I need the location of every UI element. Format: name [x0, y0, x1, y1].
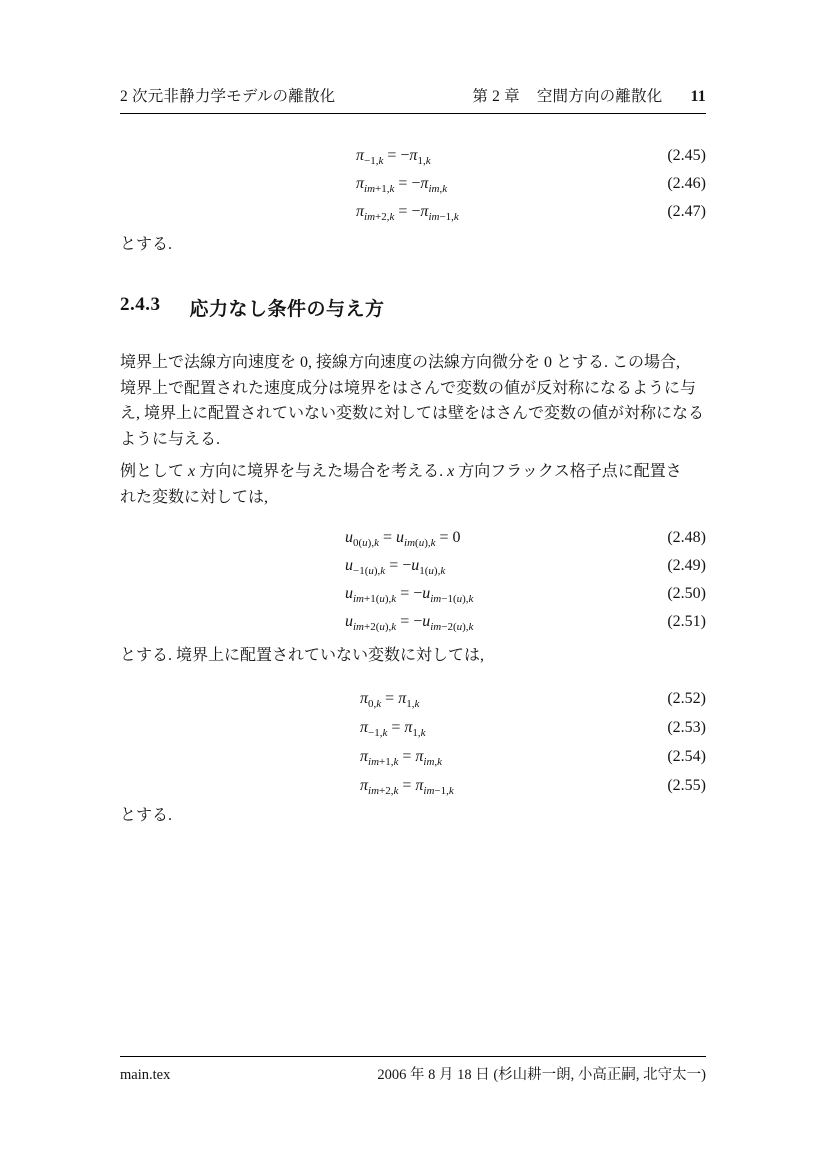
math-text: = −	[383, 147, 410, 164]
math-text: = −	[396, 585, 423, 602]
math-variable: π	[409, 147, 418, 164]
paragraph-boundary-condition	[120, 350, 706, 452]
math-variable: im	[430, 593, 442, 606]
math-text: (	[415, 537, 419, 550]
chapter-title: 空間方向の離散化	[536, 88, 663, 105]
equation-body	[120, 748, 442, 766]
equation-body	[120, 719, 426, 737]
math-text: +1(	[364, 593, 380, 606]
math-variable: u	[362, 537, 368, 550]
math-text: ),	[433, 565, 441, 578]
math-variable: u	[368, 565, 374, 578]
math-variable: u	[411, 557, 420, 574]
equation-body	[120, 529, 461, 550]
math-variable: k	[425, 155, 431, 168]
math-text: = −	[394, 175, 421, 192]
equation-block-symmetric-pi	[120, 684, 706, 800]
math-variable: π	[360, 747, 369, 765]
math-variable: u	[379, 593, 385, 606]
page-number: 11	[690, 88, 706, 105]
math-variable: im	[404, 537, 416, 550]
math-variable: im	[423, 784, 435, 797]
equation-row	[120, 713, 706, 742]
paragraph-tosuru-1: とする.	[120, 236, 173, 253]
equation-row	[120, 170, 706, 198]
equation-row	[120, 524, 706, 552]
page-header	[120, 84, 706, 114]
math-text: −2(	[441, 621, 457, 634]
math-variable: π	[360, 718, 369, 736]
equation-row	[120, 580, 706, 608]
math-text: ),	[384, 593, 392, 606]
math-text: −1(	[441, 593, 457, 606]
math-text: = −	[396, 613, 423, 630]
math-variable: k	[389, 183, 395, 196]
math-text: =	[381, 689, 399, 707]
math-variable: k	[414, 697, 420, 710]
equation-row	[120, 742, 706, 771]
equation-body	[120, 690, 419, 708]
math-text: 例として	[120, 463, 189, 480]
math-text: = −	[394, 203, 421, 220]
math-variable: k	[453, 211, 459, 224]
math-variable: π	[420, 203, 429, 220]
math-text: 方向に境界を与えた場合を考える.	[195, 463, 448, 480]
equation-number: (2.46)	[667, 175, 706, 192]
math-variable: u	[428, 565, 434, 578]
math-variable: k	[430, 537, 436, 550]
math-text: ),	[367, 537, 375, 550]
math-variable: k	[374, 537, 379, 550]
equation-block-antisymmetric-pi	[120, 142, 706, 226]
math-variable: im	[368, 755, 380, 768]
math-text: 1(	[419, 565, 429, 578]
text-line	[120, 485, 706, 511]
math-variable: im	[364, 211, 376, 224]
math-variable: u	[456, 621, 463, 634]
math-text: = 0	[435, 529, 461, 546]
page-footer	[120, 1056, 706, 1084]
math-text: −1,	[439, 211, 454, 224]
math-text: 方向フラックス格子点に配置さ	[454, 463, 682, 480]
section-heading	[120, 294, 706, 321]
paragraph-tosuru-3: とする.	[120, 807, 173, 824]
math-text: ),	[424, 537, 431, 550]
math-text: ),	[373, 565, 381, 578]
math-variable: k	[376, 697, 382, 710]
equation-number: (2.52)	[667, 689, 706, 707]
footer-date-authors: 2006 年 8 月 18 日 (杉山耕一朗, 小高正嗣, 北守太一)	[377, 1067, 706, 1083]
text-line: 境界上で法線方向速度を 0, 接線方向速度の法線方向微分を 0 とする. この場合,	[120, 354, 681, 371]
text-line: ように与える.	[120, 430, 221, 448]
equation-number: (2.53)	[667, 718, 706, 736]
math-variable: k	[468, 593, 474, 606]
math-variable: im	[430, 621, 442, 634]
math-variable: π	[356, 175, 365, 192]
math-text: +2(	[364, 621, 380, 634]
math-variable: u	[345, 529, 353, 546]
math-variable: k	[448, 784, 454, 797]
math-variable: u	[418, 537, 425, 550]
section-number: 2.4.3	[120, 294, 161, 315]
text-line	[120, 459, 706, 485]
math-variable: π	[420, 175, 429, 192]
math-variable: π	[356, 147, 365, 164]
running-title: 2 次元非静力学モデルの離散化	[120, 88, 336, 105]
math-text: +2,	[375, 211, 390, 224]
paragraph-tosuru-2: とする. 境界上に配置されていない変数に対しては,	[120, 647, 485, 664]
math-variable: k	[440, 565, 446, 578]
math-variable: k	[380, 565, 386, 578]
chapter-label: 第 2 章	[472, 88, 520, 105]
equation-number: (2.45)	[667, 147, 706, 164]
math-text: 1,	[406, 697, 415, 710]
math-variable: u	[345, 585, 353, 602]
equation-number: (2.50)	[667, 585, 706, 602]
math-variable: u	[422, 613, 431, 630]
equation-number: (2.51)	[667, 613, 706, 630]
math-variable: k	[393, 755, 399, 768]
math-variable: im	[353, 621, 364, 634]
math-variable: u	[456, 593, 463, 606]
equation-row	[120, 771, 706, 800]
math-variable: u	[345, 613, 353, 630]
math-variable: im	[364, 183, 376, 196]
math-variable: π	[356, 203, 365, 220]
equation-body	[120, 777, 454, 795]
math-variable: im	[423, 755, 435, 768]
equation-row	[120, 142, 706, 170]
math-variable: π	[360, 776, 369, 794]
math-variable: π	[360, 689, 369, 707]
math-variable: im	[428, 211, 440, 224]
math-text: ),	[384, 621, 392, 634]
footer-filename: main.tex	[120, 1067, 171, 1083]
math-text: 1,	[412, 726, 421, 739]
math-text: +2,	[379, 784, 394, 797]
math-variable: k	[468, 621, 474, 634]
equation-row	[120, 684, 706, 713]
math-variable: k	[389, 211, 395, 224]
math-variable: k	[420, 726, 426, 739]
section-title: 応力なし条件の与え方	[189, 299, 385, 320]
equation-row	[120, 198, 706, 226]
text-line: え, 境界上に配置されていない変数に対しては壁をはさんで変数の値が対称になる	[120, 405, 705, 422]
math-text: −1,	[368, 726, 383, 739]
math-variable: k	[391, 593, 397, 606]
text-line: 境界上で配置された速度成分は境界をはさんで変数の値が反対称になるように与	[120, 379, 697, 397]
paragraph-example-x-direction	[120, 459, 706, 510]
math-variable: u	[345, 557, 353, 574]
math-variable: π	[415, 776, 424, 794]
math-variable: im	[353, 593, 364, 606]
math-variable: u	[396, 529, 405, 546]
math-text: = −	[385, 557, 412, 574]
equation-number: (2.54)	[667, 747, 706, 765]
math-text: −1,	[364, 155, 379, 168]
math-text: +1,	[375, 183, 390, 196]
math-text: =	[398, 747, 416, 765]
equation-row	[120, 608, 706, 636]
math-text: 1,	[417, 155, 426, 168]
math-variable: im	[428, 183, 440, 196]
math-variable: k	[393, 784, 399, 797]
math-text: れた変数に対しては,	[120, 488, 269, 506]
header-right	[472, 84, 706, 106]
math-variable: k	[437, 755, 443, 768]
equation-body	[120, 147, 431, 168]
math-variable: π	[398, 689, 407, 707]
math-variable: u	[379, 621, 385, 634]
math-text: −1,	[434, 784, 449, 797]
math-text: 0(	[353, 537, 363, 550]
equation-number: (2.55)	[667, 776, 706, 794]
equation-number: (2.47)	[667, 203, 706, 220]
math-variable: k	[378, 155, 384, 168]
math-text: ,	[439, 183, 443, 196]
math-variable: π	[415, 747, 424, 765]
math-variable: k	[442, 183, 448, 196]
math-text: ),	[462, 593, 469, 606]
math-text: =	[398, 776, 416, 794]
math-variable: im	[368, 784, 380, 797]
equation-body	[120, 203, 459, 224]
equation-body	[120, 613, 474, 634]
equation-body	[120, 175, 448, 196]
math-text: =	[378, 529, 397, 546]
equation-number: (2.49)	[667, 557, 706, 574]
math-variable: u	[422, 585, 431, 602]
math-variable: k	[382, 726, 388, 739]
equation-block-velocity-u	[120, 524, 706, 636]
equation-row	[120, 552, 706, 580]
math-variable: π	[404, 718, 413, 736]
math-text: −1(	[353, 565, 369, 578]
math-text: =	[387, 718, 405, 736]
math-text: ,	[434, 755, 438, 768]
math-text: ),	[462, 621, 469, 634]
equation-body	[120, 585, 474, 606]
math-variable: x	[188, 463, 196, 480]
math-variable: x	[447, 463, 455, 480]
math-variable: k	[391, 621, 397, 634]
math-text: 0,	[368, 697, 377, 710]
math-text: +1,	[379, 755, 394, 768]
equation-body	[120, 557, 446, 578]
equation-number: (2.48)	[667, 529, 706, 546]
